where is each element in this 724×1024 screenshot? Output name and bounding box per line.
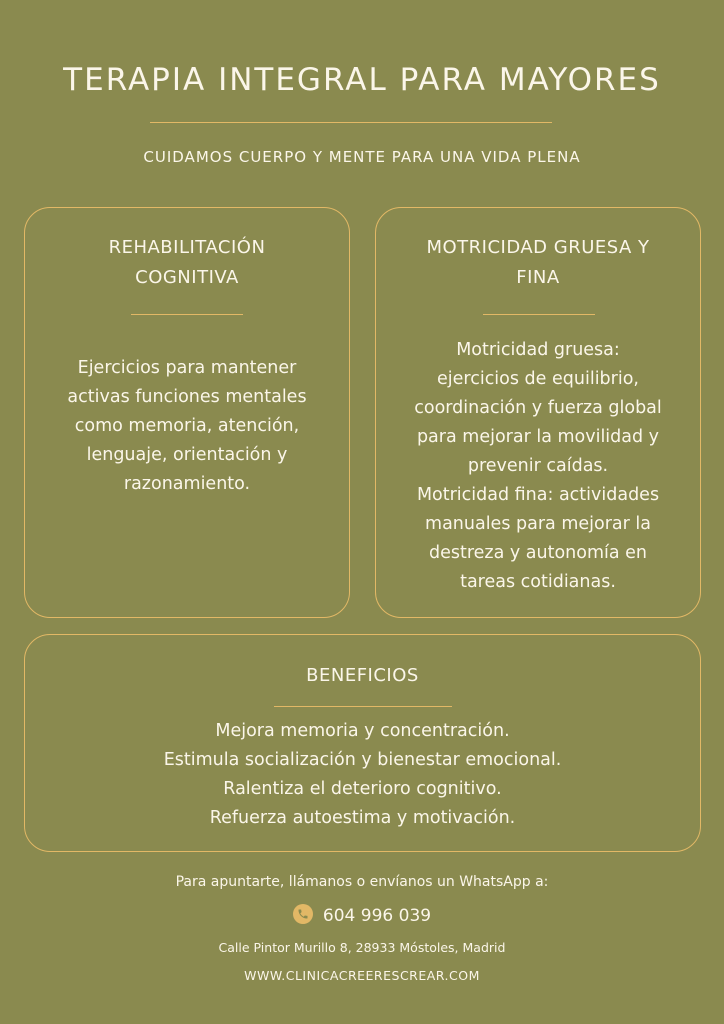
benefit-item: Ralentiza el deterioro cognitivo. bbox=[223, 779, 502, 799]
text-line: destreza y autonomía en bbox=[428, 543, 648, 563]
text-line: Motricidad fina: actividades bbox=[416, 485, 660, 505]
text-line: prevenir caídas. bbox=[467, 456, 609, 476]
benefit-item: Refuerza autoestima y motivación. bbox=[209, 808, 516, 828]
text-line: como memoria, atención, bbox=[74, 416, 300, 436]
benefit-item: Estimula socialización y bienestar emocional. bbox=[163, 750, 562, 770]
text-line: ejercicios de equilibrio, bbox=[437, 369, 639, 389]
text-line: tareas cotidianas. bbox=[460, 572, 616, 592]
card-title-line: FINA bbox=[516, 267, 560, 288]
card-title-line: COGNITIVA bbox=[135, 267, 239, 288]
text-line: Motricidad gruesa: bbox=[456, 340, 620, 360]
phone-number: 604 996 039 bbox=[322, 906, 432, 926]
title-divider bbox=[150, 122, 552, 123]
text-line: para mejorar la movilidad y bbox=[416, 427, 660, 447]
text-line: lenguaje, orientación y bbox=[86, 445, 288, 465]
text-line: razonamiento. bbox=[123, 474, 251, 494]
phone-contact[interactable] bbox=[0, 903, 724, 929]
text-line: manuales para mejorar la bbox=[425, 514, 651, 534]
card-description bbox=[25, 717, 700, 833]
card-title-line: REHABILITACIÓN bbox=[108, 237, 266, 258]
card-description bbox=[376, 336, 700, 597]
card-divider bbox=[274, 706, 452, 707]
card-title bbox=[25, 233, 349, 293]
card-title: BENEFICIOS bbox=[306, 665, 419, 686]
card-motricidad bbox=[375, 207, 701, 618]
text-line: activas funciones mentales bbox=[67, 387, 307, 407]
card-rehabilitacion-cognitiva bbox=[24, 207, 350, 618]
card-title-line: MOTRICIDAD GRUESA Y bbox=[426, 237, 650, 258]
card-title bbox=[376, 233, 700, 293]
address: Calle Pintor Murillo 8, 28933 Móstoles, Madrid bbox=[218, 940, 506, 955]
page-subtitle: CUIDAMOS CUERPO Y MENTE PARA UNA VIDA PLENA bbox=[143, 148, 581, 166]
card-description bbox=[25, 354, 349, 499]
benefit-item: Mejora memoria y concentración. bbox=[215, 721, 510, 741]
text-line: Ejercicios para mantener bbox=[77, 358, 297, 378]
website-link[interactable]: WWW.CLINICACREERESCREAR.COM bbox=[244, 968, 480, 983]
card-beneficios bbox=[24, 634, 701, 852]
page-title: TERAPIA INTEGRAL PARA MAYORES bbox=[63, 62, 661, 98]
card-divider bbox=[131, 314, 243, 315]
call-to-action: Para apuntarte, llámanos o envíanos un WhatsApp a: bbox=[175, 874, 549, 890]
text-line: coordinación y fuerza global bbox=[414, 398, 662, 418]
phone-icon bbox=[293, 904, 313, 924]
card-divider bbox=[483, 314, 595, 315]
